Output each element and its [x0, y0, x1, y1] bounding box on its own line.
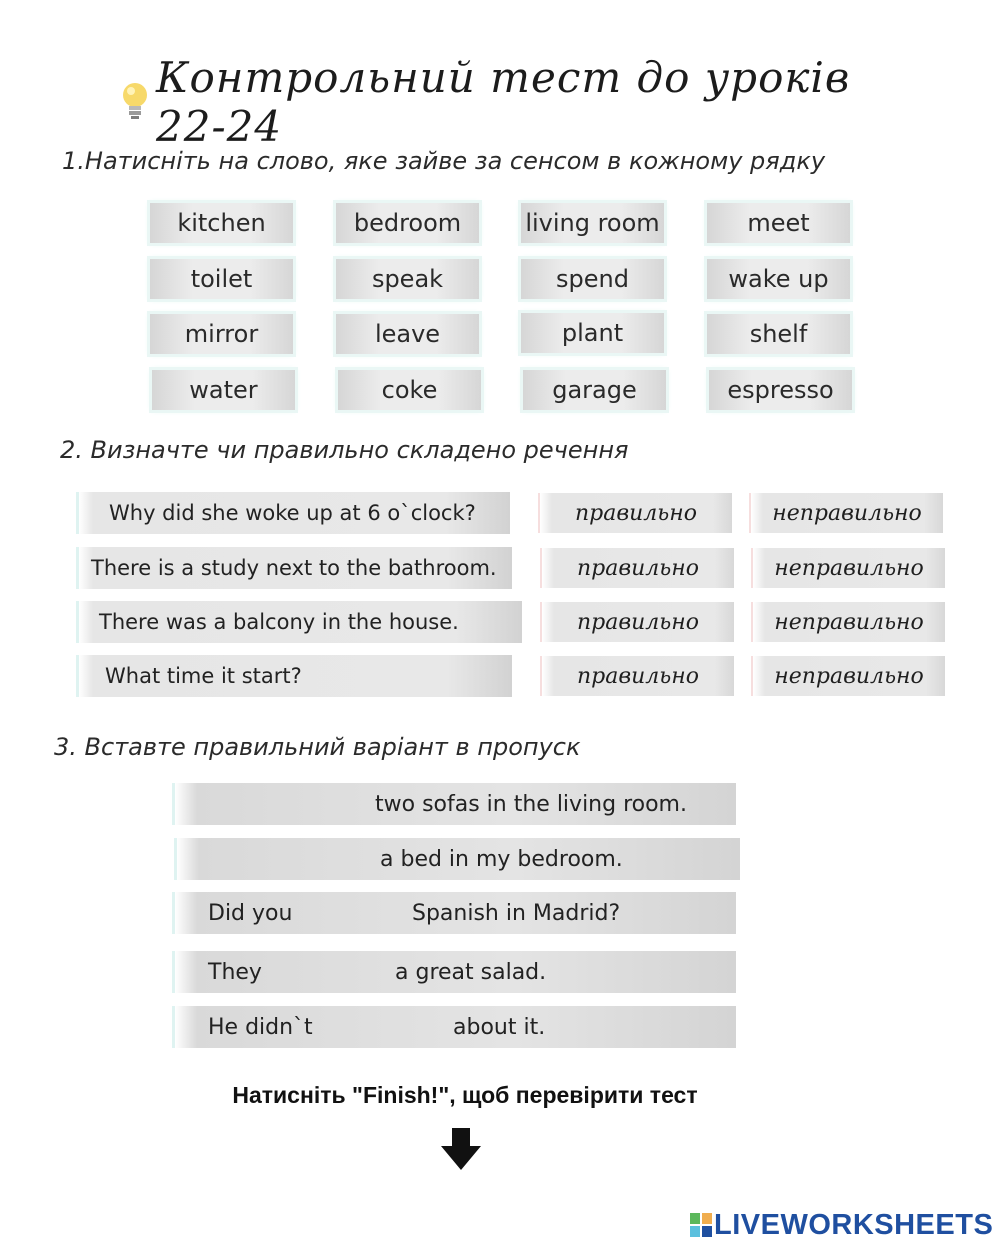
sentence-row: There was a balcony in the house. — [76, 601, 522, 643]
incorrect-option[interactable]: неправильно — [751, 656, 945, 696]
word-chip[interactable]: leave — [336, 314, 479, 354]
word-chip[interactable]: shelf — [707, 314, 850, 354]
section3-heading: 3. Вставте правильний варіант в пропуск — [54, 733, 581, 761]
fill-row — [172, 951, 736, 993]
answer-input[interactable] — [337, 1012, 453, 1044]
incorrect-option[interactable]: неправильно — [749, 493, 943, 533]
word-chip[interactable]: spend — [521, 259, 664, 299]
correct-option[interactable]: правильно — [540, 656, 734, 696]
logo-text: LIVEWORKSHEETS — [714, 1208, 994, 1241]
correct-option[interactable]: правильно — [540, 548, 734, 588]
fill-before-text: They — [208, 959, 262, 985]
answer-input[interactable] — [305, 898, 414, 930]
title-text: Контрольний тест до уроків 22-24 — [156, 53, 851, 151]
incorrect-option[interactable]: неправильно — [751, 548, 945, 588]
fill-row — [174, 838, 740, 880]
word-chip[interactable]: garage — [523, 370, 666, 410]
logo-icon — [690, 1213, 712, 1237]
fill-after-text: a great salad. — [395, 959, 547, 985]
fill-after-text: about it. — [453, 1014, 546, 1040]
word-chip[interactable]: espresso — [709, 370, 852, 410]
word-chip[interactable]: coke — [338, 370, 481, 410]
correct-option[interactable]: правильно — [540, 602, 734, 642]
fill-before-text: Did you — [208, 900, 293, 926]
fill-after-text: two sofas in the living room. — [375, 791, 687, 817]
finish-instruction: Натисніть "Finish!", щоб перевірити тест — [232, 1082, 698, 1108]
fill-row — [172, 1006, 736, 1048]
word-chip[interactable]: speak — [336, 259, 479, 299]
correct-option[interactable]: правильно — [538, 493, 732, 533]
answer-input[interactable] — [273, 957, 397, 989]
word-chip[interactable]: wake up — [707, 259, 850, 299]
arrow-down-icon — [441, 1128, 481, 1170]
fill-row — [172, 892, 736, 934]
lightbulb-icon — [120, 79, 150, 125]
sentence-row: What time it start? — [76, 655, 512, 697]
section2-heading: 2. Визначте чи правильно складено речення — [60, 436, 629, 464]
fill-row — [172, 783, 736, 825]
sentence-row: Why did she woke up at 6 o`clock? — [76, 492, 510, 534]
word-chip[interactable]: living room — [521, 203, 664, 243]
page-title — [120, 53, 920, 151]
section1-heading: 1.Натисніть на слово, яке зайве за сенсом в кожному рядку — [62, 147, 826, 175]
word-chip[interactable]: mirror — [150, 314, 293, 354]
liveworksheets-logo — [690, 1208, 993, 1242]
sentence-row: There is a study next to the bathroom. — [76, 547, 512, 589]
word-chip[interactable]: meet — [707, 203, 850, 243]
fill-after-text: Spanish in Madrid? — [412, 900, 621, 926]
word-chip[interactable]: plant — [521, 313, 664, 353]
incorrect-option[interactable]: неправильно — [751, 602, 945, 642]
word-chip[interactable]: water — [152, 370, 295, 410]
answer-input[interactable] — [199, 789, 373, 821]
fill-after-text: a bed in my bedroom. — [380, 846, 623, 872]
word-chip[interactable]: kitchen — [150, 203, 293, 243]
answer-input[interactable] — [203, 844, 377, 876]
word-chip[interactable]: bedroom — [336, 203, 479, 243]
fill-before-text: He didn`t — [208, 1014, 313, 1040]
word-chip[interactable]: toilet — [150, 259, 293, 299]
